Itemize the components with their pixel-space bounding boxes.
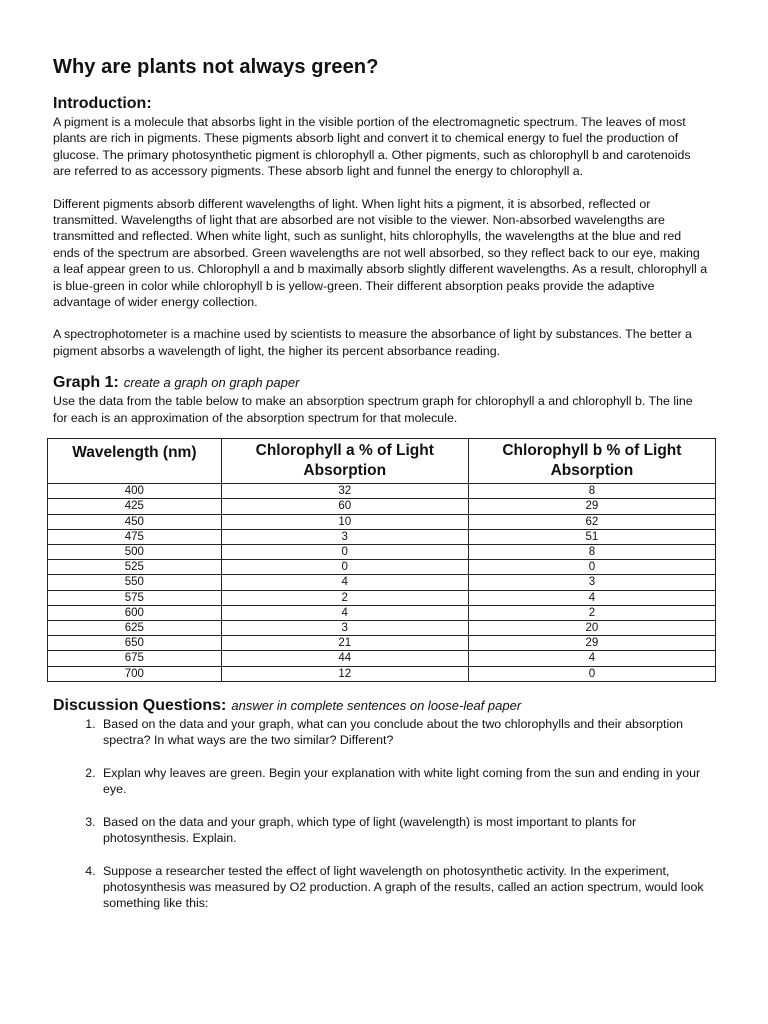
chlorophyll-a-cell: 60 xyxy=(221,499,468,514)
question-2: 2. Explan why leaves are green. Begin your explanation with white light coming from the sun and ending in your eye. xyxy=(99,765,708,797)
wavelength-cell: 625 xyxy=(48,620,222,635)
table-row xyxy=(48,499,716,514)
wavelength-cell: 575 xyxy=(48,590,222,605)
chlorophyll-a-cell: 3 xyxy=(221,529,468,544)
intro-paragraph-2: Different pigments absorb different wavelengths of light. When light hits a pigment, it is absorbed, reflected or transmitted. Wavelengths of light that are absorbed are not visible to the viewer. Non-absorbed wavelengths are transmitted and reflected. When white light, such as sunlight, hits chlorophylls, the wavelengths at the blue and red ends of the spectrum are absorbed. Green wavelengths are not well absorbed, so they reflect back to our eye, making a leaf appear green to us. Chlorophyll a and b maximally absorb slightly different wavelengths. As a result, chlorophyll a is blue-green in color while chlorophyll b is yellow-green. Their different absorption peaks provide the adaptive advantage of wider energy collection. xyxy=(53,196,708,310)
chlorophyll-a-cell: 4 xyxy=(221,605,468,620)
table-header-row xyxy=(48,439,716,484)
chlorophyll-a-cell: 10 xyxy=(221,514,468,529)
wavelength-cell: 550 xyxy=(48,575,222,590)
chlorophyll-b-cell: 8 xyxy=(468,544,715,559)
wavelength-cell: 675 xyxy=(48,651,222,666)
chlorophyll-b-cell: 51 xyxy=(468,529,715,544)
discussion-heading: Discussion Questions: xyxy=(53,696,227,714)
chlorophyll-a-cell: 21 xyxy=(221,636,468,651)
chlorophyll-b-cell: 2 xyxy=(468,605,715,620)
chlorophyll-a-cell: 4 xyxy=(221,575,468,590)
discussion-question-list xyxy=(53,716,708,911)
wavelength-cell: 450 xyxy=(48,514,222,529)
wavelength-cell: 650 xyxy=(48,636,222,651)
chlorophyll-a-cell: 44 xyxy=(221,651,468,666)
graph1-description: Use the data from the table below to make an absorption spectrum graph for chlorophyll a and chlorophyll b. The line for each is an approximation of the absorption spectrum for that molecule. xyxy=(53,394,693,425)
table-row xyxy=(48,544,716,559)
chlorophyll-a-cell: 32 xyxy=(221,484,468,499)
chlorophyll-b-cell: 8 xyxy=(468,484,715,499)
table-row xyxy=(48,605,716,620)
chlorophyll-a-cell: 0 xyxy=(221,544,468,559)
chlorophyll-b-cell: 0 xyxy=(468,560,715,575)
question-3: 3. Based on the data and your graph, which type of light (wavelength) is most important to plants for photosynthesis. Explain. xyxy=(99,814,708,846)
intro-paragraph-3: A spectrophotometer is a machine used by scientists to measure the absorbance of light by substances. The better a pigment absorbs a wavelength of light, the higher its percent absorbance reading. xyxy=(53,327,692,358)
chlorophyll-b-cell: 4 xyxy=(468,590,715,605)
introduction-heading: Introduction: xyxy=(53,95,152,112)
graph1-subtitle: create a graph on graph paper xyxy=(123,375,300,391)
absorption-data-table xyxy=(47,438,716,682)
intro-paragraph-1: A pigment is a molecule that absorbs light in the visible portion of the electromagnetic spectrum. The leaves of most plants are rich in pigments. These pigments absorb light and convert it to chemical energy to fuel the production of glucose. The primary photosynthetic pigment is chlorophyll a. Other pigments, such as chlorophyll b and carotenoids are referred to as accessory pigments. These absorb light and funnel the energy to chlorophyll a. xyxy=(53,115,691,179)
chlorophyll-a-cell: 3 xyxy=(221,620,468,635)
graph1-heading: Graph 1: xyxy=(53,374,119,392)
chlorophyll-b-cell: 20 xyxy=(468,620,715,635)
table-row xyxy=(48,514,716,529)
header-wavelength: Wavelength (nm) xyxy=(48,439,222,484)
wavelength-cell: 475 xyxy=(48,529,222,544)
table-row xyxy=(48,484,716,499)
chlorophyll-b-cell: 29 xyxy=(468,636,715,651)
table-row xyxy=(48,560,716,575)
page-title: Why are plants not always green? xyxy=(53,56,379,78)
table-row xyxy=(48,575,716,590)
header-chlorophyll-a: Chlorophyll a % of Light Absorption xyxy=(221,439,468,484)
chlorophyll-a-cell: 2 xyxy=(221,590,468,605)
question-1: 1. Based on the data and your graph, what can you conclude about the two chlorophylls and their absorption spectra? In what ways are the two similar? Different? xyxy=(99,716,708,748)
chlorophyll-a-cell: 12 xyxy=(221,666,468,681)
chlorophyll-b-cell: 29 xyxy=(468,499,715,514)
chlorophyll-b-cell: 4 xyxy=(468,651,715,666)
wavelength-cell: 500 xyxy=(48,544,222,559)
chlorophyll-a-cell: 0 xyxy=(221,560,468,575)
chlorophyll-b-cell: 3 xyxy=(468,575,715,590)
table-row xyxy=(48,666,716,681)
wavelength-cell: 600 xyxy=(48,605,222,620)
wavelength-cell: 400 xyxy=(48,484,222,499)
question-4: 4. Suppose a researcher tested the effect of light wavelength on photosynthetic activity. In the experiment, photosynthesis was measured by O2 production. A graph of the results, called an action spectrum, would look something like this: xyxy=(99,863,708,911)
table-row xyxy=(48,529,716,544)
discussion-heading-row xyxy=(53,698,708,714)
discussion-subtitle: answer in complete sentences on loose-leaf paper xyxy=(231,697,522,713)
wavelength-cell: 700 xyxy=(48,666,222,681)
header-chlorophyll-b: Chlorophyll b % of Light Absorption xyxy=(468,439,715,484)
graph1-heading-row xyxy=(53,375,708,391)
wavelength-cell: 525 xyxy=(48,560,222,575)
chlorophyll-b-cell: 0 xyxy=(468,666,715,681)
chlorophyll-b-cell: 62 xyxy=(468,514,715,529)
table-row xyxy=(48,590,716,605)
table-row xyxy=(48,620,716,635)
table-row xyxy=(48,651,716,666)
table-row xyxy=(48,636,716,651)
wavelength-cell: 425 xyxy=(48,499,222,514)
